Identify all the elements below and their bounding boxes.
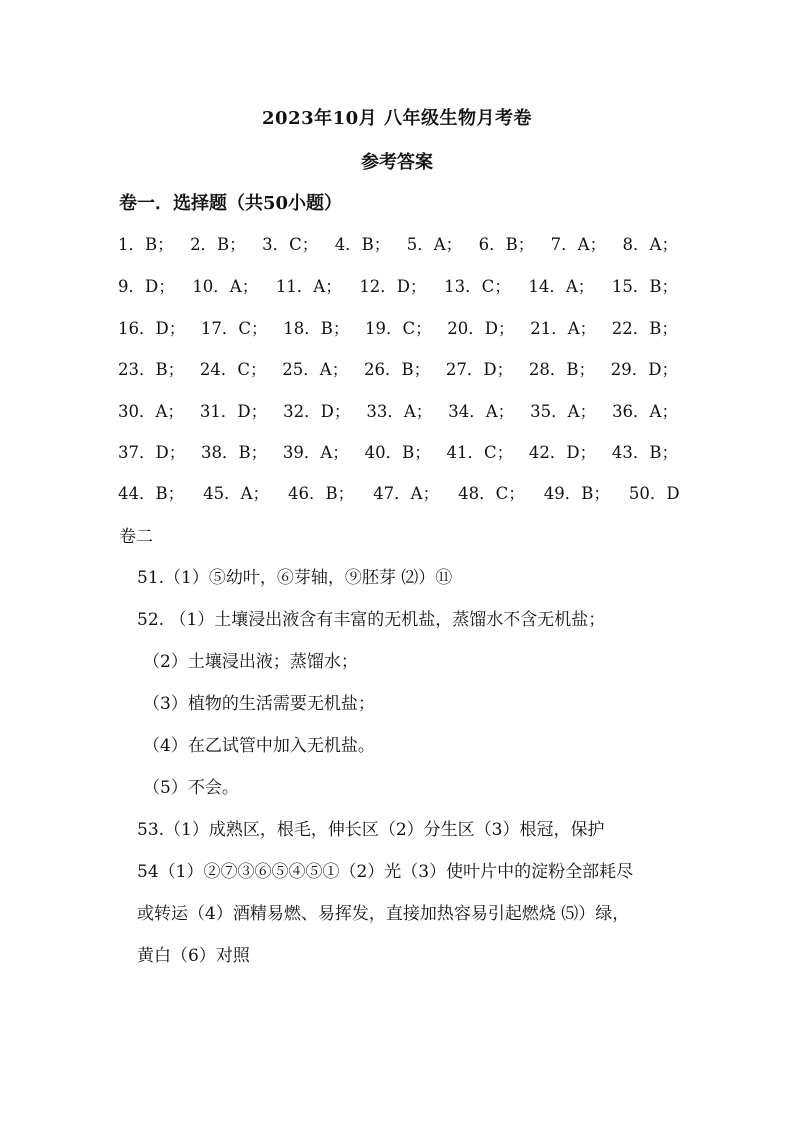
answer-item: 24．C；	[199, 360, 267, 379]
answer-item: 22．B；	[611, 319, 678, 338]
answer-item: 19．C；	[365, 319, 432, 338]
answer-item: 31．D；	[199, 402, 268, 421]
answer-row	[118, 315, 678, 339]
answer-item: 18．B；	[283, 319, 350, 338]
answer-q52-part1: 52. （1）土壤浸出液含有丰富的无机盐，蒸馏水不含无机盐；	[137, 610, 606, 630]
section-heading-part-two: 卷二	[119, 527, 153, 547]
answer-item: 41．C；	[446, 443, 514, 462]
answer-item: 35．A；	[530, 402, 597, 421]
answer-item: 34．A；	[448, 402, 515, 421]
answer-item: 44．B；	[118, 484, 185, 503]
answer-item: 5．A；	[406, 235, 463, 254]
page-title: 2023年10月 八年级生物月考卷	[262, 108, 532, 129]
answer-item: 20．D；	[447, 319, 515, 338]
answer-item: 27．D；	[445, 360, 514, 379]
answer-item: 42．D；	[528, 443, 597, 462]
page-subtitle: 参考答案	[361, 152, 433, 173]
answer-q52-part4: （4）在乙试管中加入无机盐。	[143, 736, 375, 756]
answer-item: 1．B；	[118, 235, 174, 254]
answer-item: 21．A；	[530, 319, 597, 338]
answer-item: 25．A；	[282, 360, 349, 379]
answer-item: 28．B；	[528, 360, 595, 379]
answer-item: 3．C；	[262, 235, 319, 254]
answer-item: 47．A；	[373, 484, 440, 503]
answer-item: 14．A；	[528, 277, 595, 296]
answer-item: 12．D；	[359, 277, 427, 296]
answer-item: 17．C；	[200, 319, 268, 338]
answer-row	[118, 439, 678, 463]
answer-item: 13．C；	[444, 277, 511, 296]
answer-item: 33．A；	[366, 402, 433, 421]
answer-item: 37．D；	[118, 443, 186, 462]
answer-item: 36．A；	[612, 402, 678, 421]
answer-item: 16．D；	[118, 319, 186, 338]
answer-q54-line3: 黄白（6）对照	[137, 946, 250, 966]
answer-item: 7．A；	[550, 235, 607, 254]
answer-item: 8．A；	[622, 235, 678, 254]
answer-item: 50．D	[628, 484, 680, 503]
answer-row	[118, 480, 678, 504]
answer-item: 26．B；	[363, 360, 431, 379]
answer-row	[118, 356, 678, 380]
answer-item: 48．C；	[458, 484, 525, 503]
section-heading-choice: 卷一．选择题（共50小题）	[119, 193, 343, 214]
answer-row	[118, 231, 678, 255]
answer-q52-part5: （5）不会。	[143, 778, 239, 798]
answer-item: 10．A；	[192, 277, 259, 296]
answer-item: 30．A；	[118, 402, 184, 421]
answer-q54-line1: 54（1）②⑦③⑥⑤④⑤①（2）光（3）使叶片中的淀粉全部耗尽	[137, 862, 634, 882]
answer-item: 40．B；	[364, 443, 431, 462]
answer-row	[118, 273, 678, 297]
answer-row	[118, 398, 678, 422]
answer-item: 46．B；	[288, 484, 355, 503]
answer-item: 38．B；	[201, 443, 268, 462]
answer-item: 23．B；	[118, 360, 185, 379]
answer-q52-part2: （2）土壤浸出液；蒸馏水；	[143, 652, 358, 672]
answer-q52-part3: （3）植物的生活需要无机盐；	[143, 694, 375, 714]
answer-q53: 53.（1）成熟区，根毛，伸长区（2）分生区（3）根冠，保护	[137, 820, 605, 840]
answer-item: 32．D；	[283, 402, 351, 421]
answer-item: 49．B；	[543, 484, 610, 503]
answer-q54-line2: 或转运（4）酒精易燃、易挥发，直接加热容易引起燃烧 ⑸）绿，	[137, 904, 630, 924]
answer-item: 6．B；	[478, 235, 535, 254]
answer-item: 9．D；	[118, 277, 175, 296]
answer-item: 43．B；	[611, 443, 678, 462]
answer-item: 45．A；	[203, 484, 270, 503]
answer-item: 39．A；	[282, 443, 349, 462]
answer-item: 11．A；	[275, 277, 342, 296]
answer-item: 4．B；	[334, 235, 391, 254]
answer-item: 29．D；	[610, 360, 678, 379]
answer-item: 15．B；	[611, 277, 678, 296]
answer-q51: 51.（1）⑤幼叶，⑥芽轴，⑨胚芽 ⑵）⑪	[137, 568, 453, 588]
answer-item: 2．B；	[190, 235, 246, 254]
